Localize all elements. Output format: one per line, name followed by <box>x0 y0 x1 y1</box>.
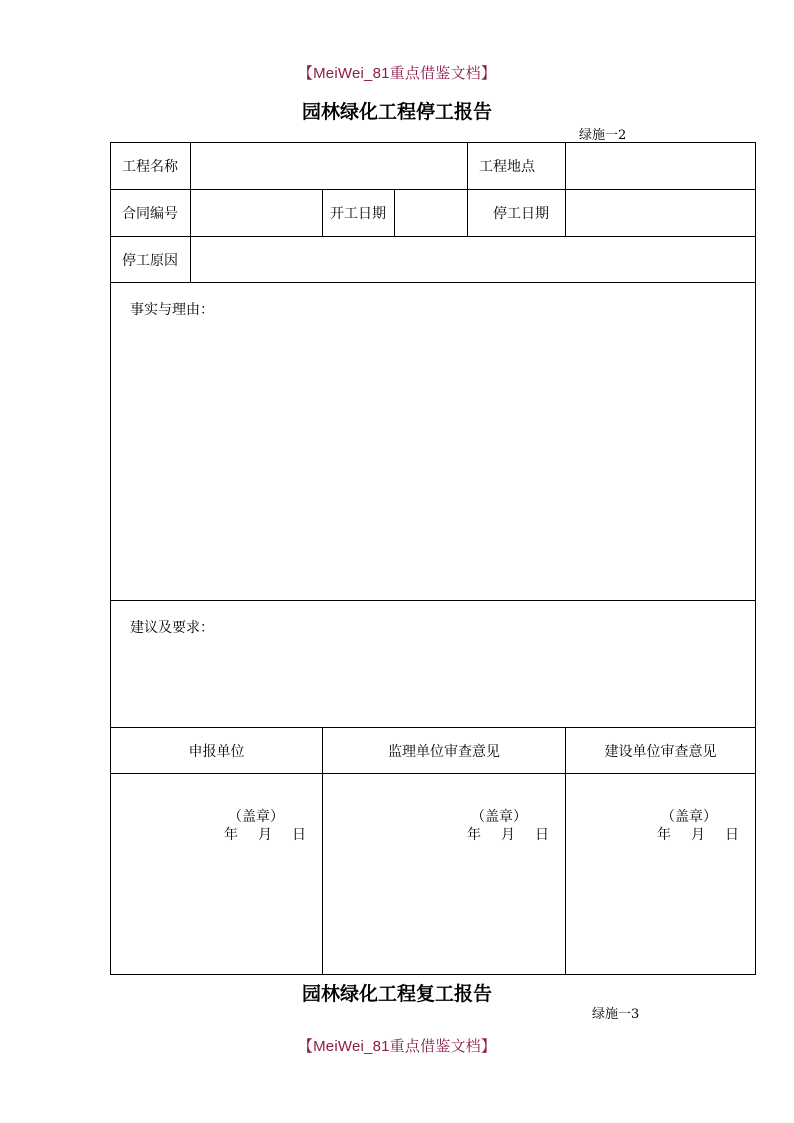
date-day: 日 <box>725 827 740 843</box>
stop-work-report-table <box>110 142 756 975</box>
resume-report-code: 绿施一3 <box>592 1007 640 1022</box>
stop-reason-label: 停工原因 <box>111 237 191 283</box>
date-year: 年 <box>224 827 238 843</box>
seal-text: （盖章） <box>661 809 718 825</box>
suggestions-area[interactable] <box>111 601 756 728</box>
stop-reason-field[interactable] <box>191 237 756 283</box>
sign-header-supervisor: 监理单位审查意见 <box>323 728 566 774</box>
start-date-label: 开工日期 <box>323 190 395 237</box>
date-day: 日 <box>292 827 306 843</box>
header-banner: 【MeiWei_81重点借鉴文档】 <box>297 65 497 82</box>
project-location-label: 工程地点 <box>468 143 566 190</box>
date-line <box>467 824 549 844</box>
facts-area[interactable] <box>111 283 756 601</box>
form-title: 园林绿化工程停工报告 <box>301 101 492 123</box>
resume-report-title: 园林绿化工程复工报告 <box>301 983 492 1005</box>
project-location-field[interactable] <box>566 143 756 190</box>
date-month: 月 <box>691 827 706 843</box>
date-year: 年 <box>657 827 672 843</box>
contract-no-field[interactable] <box>191 190 323 237</box>
stop-date-field[interactable] <box>566 190 756 237</box>
date-line <box>657 824 739 844</box>
project-name-label: 工程名称 <box>111 143 191 190</box>
stop-date-label-text: 停工日期 <box>493 206 550 222</box>
sign-header-applicant: 申报单位 <box>111 728 323 774</box>
sign-box-supervisor[interactable] <box>323 774 566 975</box>
footer-banner: 【MeiWei_81重点借鉴文档】 <box>297 1038 497 1055</box>
form-code: 绿施一2 <box>579 128 627 143</box>
project-name-field[interactable] <box>191 143 468 190</box>
date-day: 日 <box>535 827 550 843</box>
sign-header-owner: 建设单位审查意见 <box>566 728 756 774</box>
date-month: 月 <box>258 827 272 843</box>
date-year: 年 <box>467 827 482 843</box>
sign-box-owner[interactable] <box>566 774 756 975</box>
start-date-field[interactable] <box>395 190 468 237</box>
suggestions-label: 建议及要求： <box>130 620 214 636</box>
stop-date-label <box>468 190 566 237</box>
date-line <box>224 824 306 844</box>
seal-text: （盖章） <box>228 809 284 825</box>
sign-box-applicant[interactable] <box>111 774 323 975</box>
date-month: 月 <box>501 827 516 843</box>
facts-label: 事实与理由： <box>130 302 214 318</box>
contract-no-label: 合同编号 <box>111 190 191 237</box>
seal-text: （盖章） <box>471 809 528 825</box>
